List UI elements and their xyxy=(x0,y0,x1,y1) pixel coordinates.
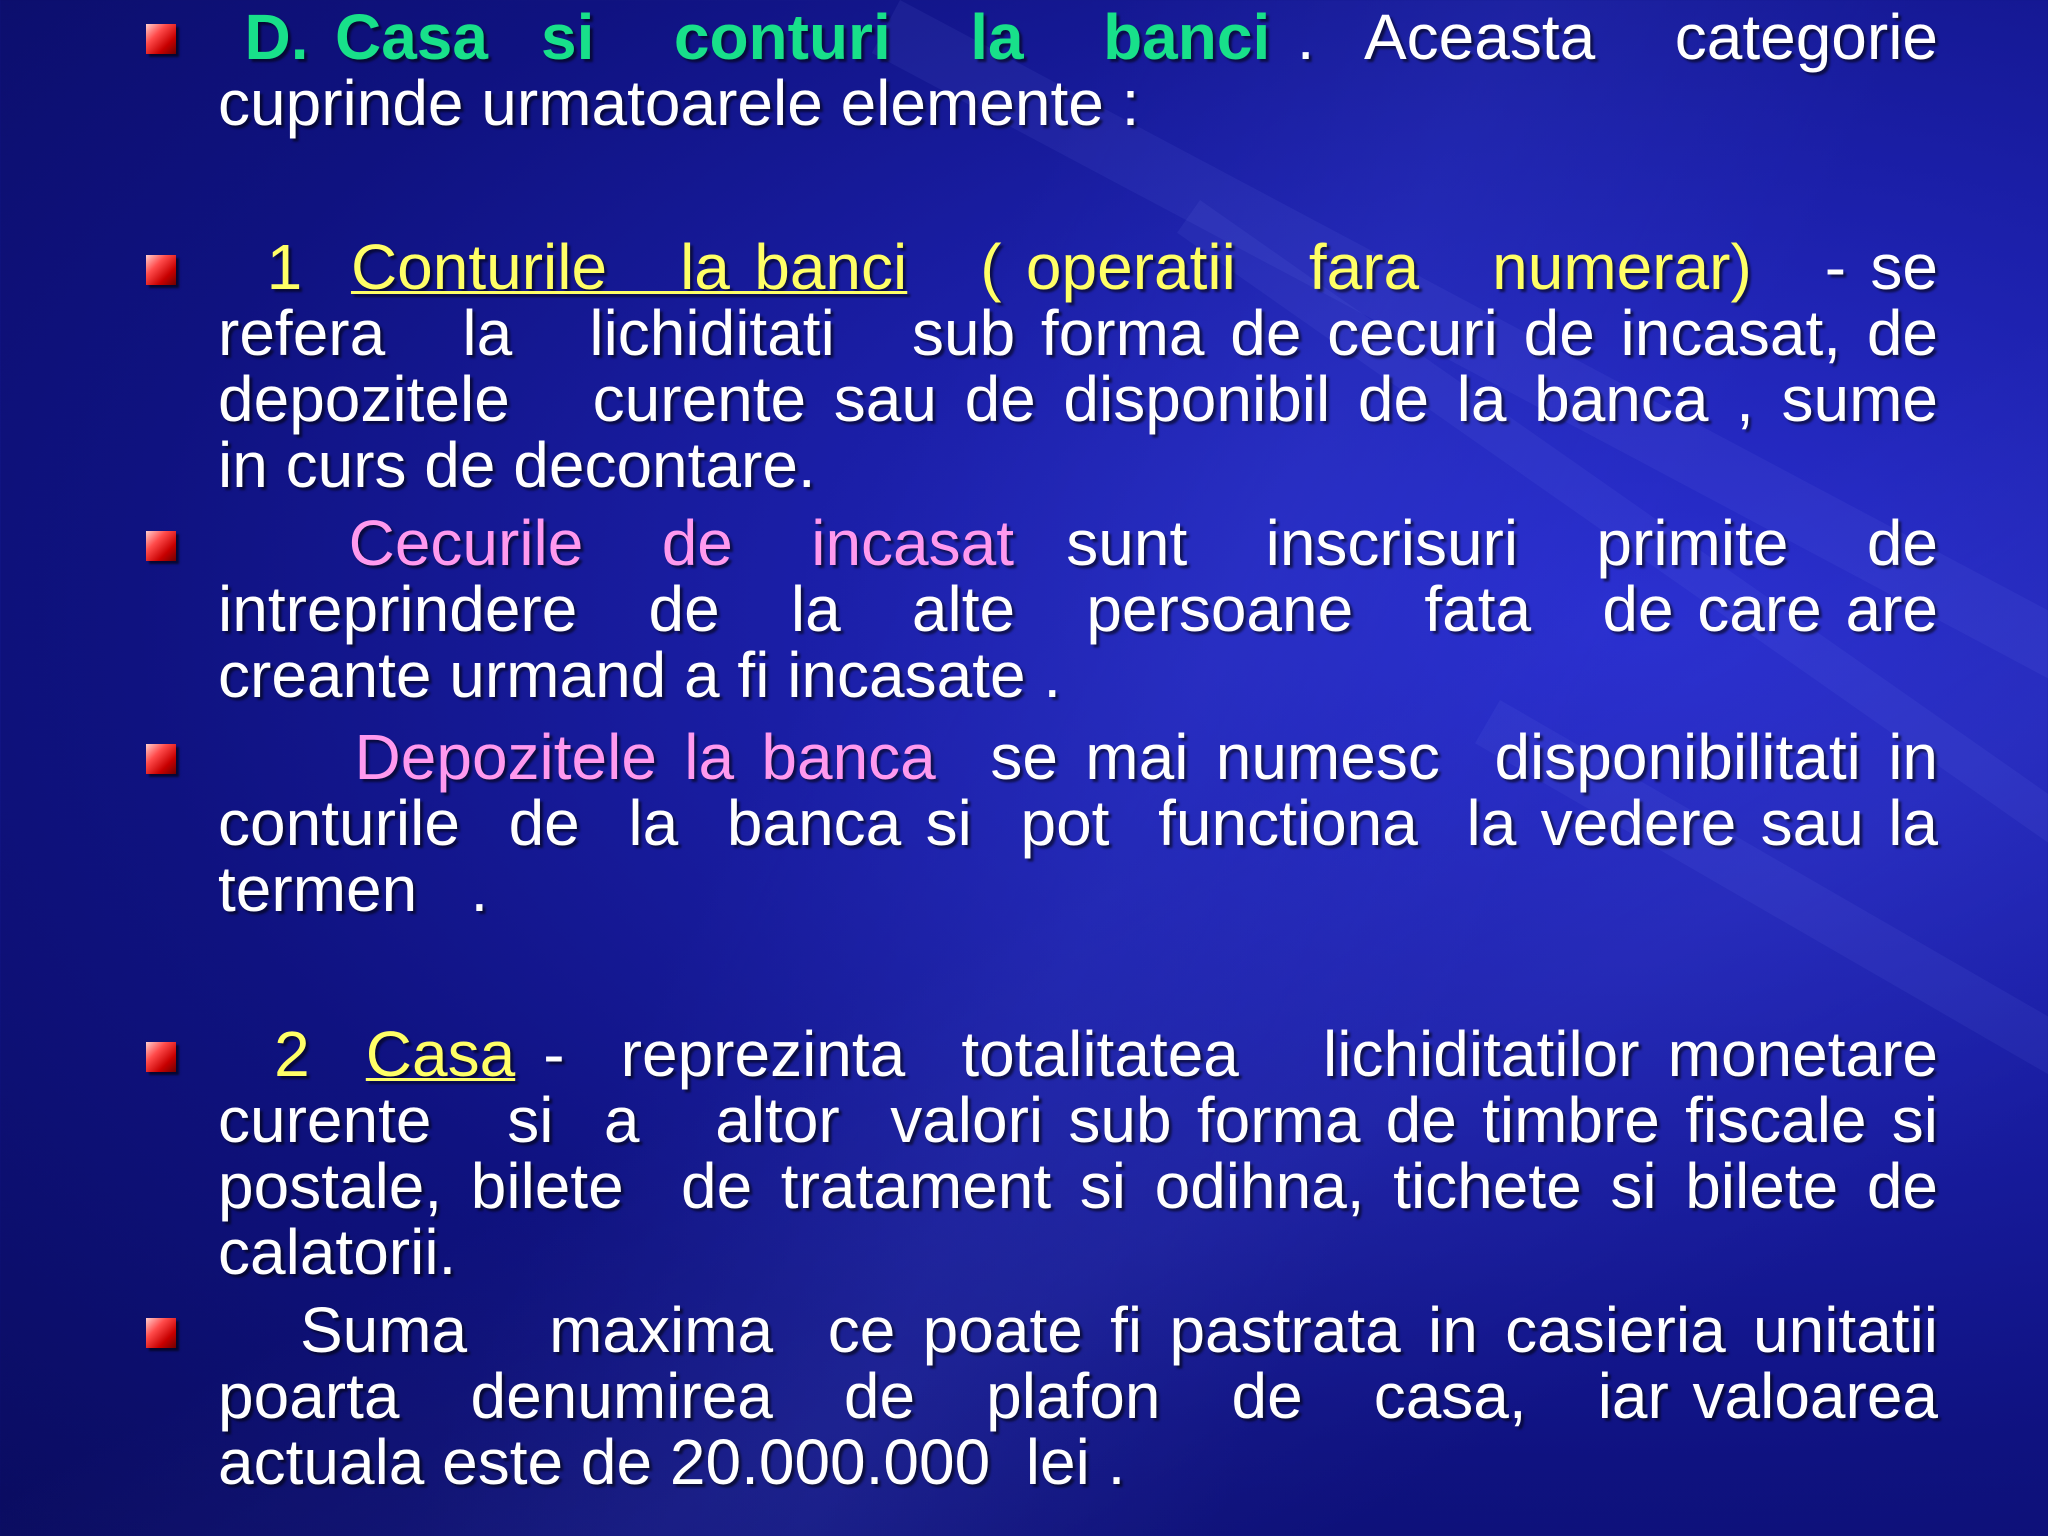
bullet-item xyxy=(218,1294,1938,1498)
text-run: calatorii. xyxy=(218,1216,457,1288)
text-line xyxy=(218,639,1938,711)
text-run: conturile de la banca si pot functiona la vedere sau la xyxy=(218,787,1938,859)
text-run: 2 xyxy=(218,1018,366,1090)
text-line xyxy=(218,1360,1938,1432)
bullet-icon xyxy=(146,531,176,561)
text-run: creante urmand a fi incasate . xyxy=(218,639,1062,711)
bullet-icon xyxy=(146,744,176,774)
text-run: Suma maxima ce poate fi pastrata in casieria unitatii xyxy=(218,1294,1938,1366)
text-run: curente si a altor valori sub forma de timbre fiscale si xyxy=(218,1084,1938,1156)
text-line xyxy=(218,853,1938,925)
text-line xyxy=(218,1150,1938,1222)
text-run: se mai numesc disponibilitati in xyxy=(935,721,1939,793)
bullet-icon xyxy=(146,255,176,285)
text-run: refera la lichiditati sub forma de cecuri de incasat, de xyxy=(218,297,1938,369)
text-run: 1 xyxy=(218,231,351,303)
text-line xyxy=(218,231,1939,303)
text-run: depozitele curente sau de disponibil de la banca , sume xyxy=(218,363,1938,435)
text-run: actuala este de 20.000.000 lei . xyxy=(218,1426,1126,1498)
bullet-item xyxy=(218,231,1939,501)
bullet-item xyxy=(218,507,1939,711)
text-line xyxy=(218,1,1939,73)
text-run: ( operatii fara numerar) xyxy=(907,231,1752,303)
text-line xyxy=(218,67,1938,139)
text-line xyxy=(218,1084,1938,1156)
text-run: postale, bilete de tratament si odihna, tichete si bilete de xyxy=(218,1150,1938,1222)
text-run: D. Casa si conturi la banci xyxy=(218,1,1271,73)
text-run: Casa xyxy=(365,1018,516,1090)
text-run: poarta denumirea de plafon de casa, iar valoarea xyxy=(218,1360,1938,1432)
text-run: - se xyxy=(1751,231,1939,303)
text-run: - reprezinta totalitatea lichiditatilor monetare xyxy=(515,1018,1939,1090)
text-run: Cecurile de incasat xyxy=(218,507,1015,579)
text-run: in curs de decontare. xyxy=(218,429,816,501)
text-line xyxy=(218,363,1938,435)
text-line xyxy=(218,787,1938,859)
text-run: . Aceasta categorie xyxy=(1270,1,1939,73)
text-line xyxy=(218,507,1939,579)
bullet-item xyxy=(218,1018,1939,1288)
bullet-item xyxy=(218,721,1939,925)
text-line xyxy=(218,429,1938,501)
bullet-icon xyxy=(146,24,176,54)
text-line xyxy=(218,1018,1939,1090)
text-line xyxy=(218,573,1938,645)
text-run: termen . xyxy=(218,853,489,925)
bullet-item xyxy=(218,1,1939,139)
text-run: Depozitele la banca xyxy=(218,721,936,793)
text-line xyxy=(218,1294,1938,1366)
text-run: intreprindere de la alte persoane fata de care are xyxy=(218,573,1938,645)
text-line xyxy=(218,721,1939,793)
bullet-icon xyxy=(146,1042,176,1072)
text-line xyxy=(218,1426,1938,1498)
text-line xyxy=(218,1216,1938,1288)
text-run: sunt inscrisuri primite de xyxy=(1014,507,1939,579)
text-run: cuprinde urmatoarele elemente : xyxy=(218,67,1140,139)
bullet-icon xyxy=(146,1318,176,1348)
text-line xyxy=(218,297,1938,369)
text-run: Conturile la banci xyxy=(350,231,908,303)
